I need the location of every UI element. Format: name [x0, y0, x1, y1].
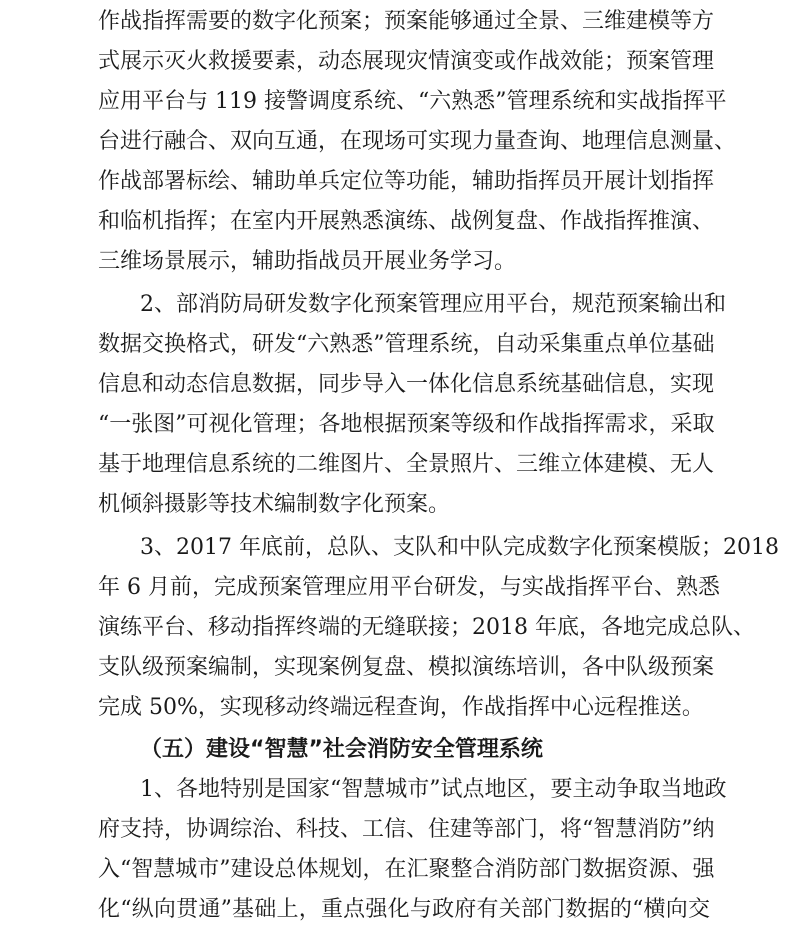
body-text-line: 府支持，协调综治、科技、工信、住建等部门，将“智慧消防”纳: [98, 817, 715, 842]
body-text-line: 支队级预案编制，实现案例复盘、模拟演练培训，各中队级预案: [98, 655, 715, 680]
body-text-line: 年 6 月前，完成预案管理应用平台研发，与实战指挥平台、熟悉: [98, 575, 720, 600]
section-heading: （五）建设“智慧”社会消防安全管理系统: [140, 737, 543, 762]
body-text-line: 作战指挥需要的数字化预案；预案能够通过全景、三维建模等方: [98, 9, 715, 34]
body-text-line: 机倾斜摄影等技术编制数字化预案。: [98, 492, 451, 517]
body-text-line: 三维场景展示，辅助指战员开展业务学习。: [98, 249, 517, 274]
body-text-line: 应用平台与 119 接警调度系统、“六熟悉”管理系统和实战指挥平: [98, 89, 727, 114]
body-text-line: 式展示灭火救援要素，动态展现灾情演变或作战效能；预案管理: [98, 49, 715, 74]
body-text-line: 完成 50%，实现移动终端远程查询，作战指挥中心远程推送。: [98, 695, 704, 720]
body-text-line: “一张图”可视化管理；各地根据预案等级和作战指挥需求，采取: [98, 412, 715, 437]
body-text-line: 2、部消防局研发数字化预案管理应用平台，规范预案输出和: [140, 292, 726, 317]
body-text-line: 信息和动态信息数据，同步导入一体化信息系统基础信息，实现: [98, 372, 715, 397]
body-text-line: 台进行融合、双向互通，在现场可实现力量查询、地理信息测量、: [98, 129, 737, 154]
body-text-line: 入“智慧城市”建设总体规划，在汇聚整合消防部门数据资源、强: [98, 857, 715, 882]
body-text-line: 化“纵向贯通”基础上，重点强化与政府有关部门数据的“横向交: [98, 897, 710, 922]
body-text-line: 1、各地特别是国家“智慧城市”试点地区，要主动争取当地政: [140, 777, 727, 802]
body-text-line: 作战部署标绘、辅助单兵定位等功能，辅助指挥员开展计划指挥: [98, 169, 715, 194]
body-text-line: 和临机指挥；在室内开展熟悉演练、战例复盘、作战指挥推演、: [98, 209, 715, 234]
body-text-line: 数据交换格式，研发“六熟悉”管理系统，自动采集重点单位基础: [98, 332, 715, 357]
body-text-line: 基于地理信息系统的二维图片、全景照片、三维立体建模、无人: [98, 452, 715, 477]
body-text-line: 3、2017 年底前，总队、支队和中队完成数字化预案模版；2018: [140, 535, 779, 560]
body-text-line: 演练平台、移动指挥终端的无缝联接；2018 年底，各地完成总队、: [98, 615, 755, 640]
